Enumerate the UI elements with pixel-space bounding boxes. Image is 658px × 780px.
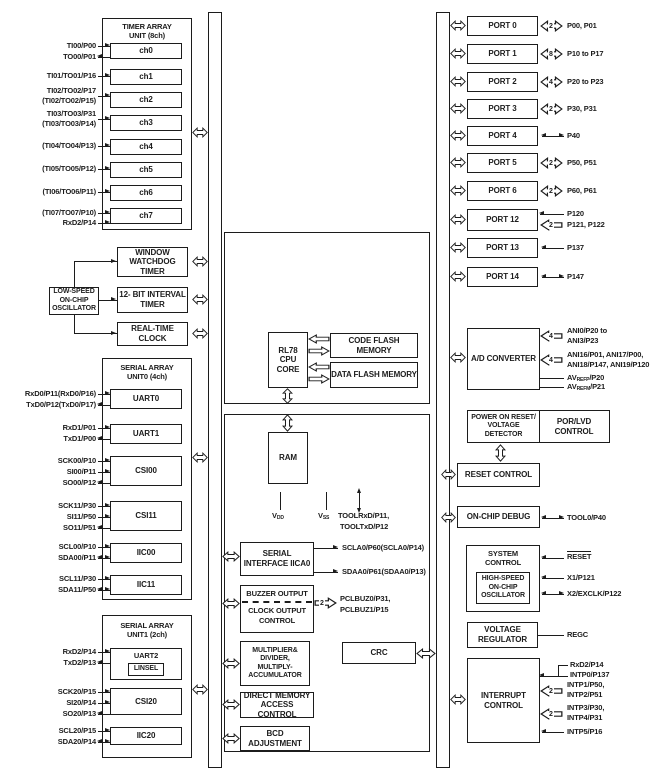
port3-box: PORT 3 [467,99,538,119]
cpu-core-box: RL78 CPU CORE [268,332,308,388]
arrowhead-icon [105,166,110,170]
sau1-title2: UNIT1 (2ch) [126,630,168,639]
bidirectional-arrow-icon [192,294,208,305]
bidirectional-arrow-icon [222,598,240,609]
uart0-box: UART0 [110,389,182,409]
bit-count: 2 [549,106,553,113]
por-lvd-control-box: POR/LVD CONTROL [539,410,610,443]
adc-box: A/D CONVERTER [467,328,540,390]
port5-box: PORT 5 [467,153,538,173]
x1-pin-label: X1/P121 [567,573,595,582]
intp3-label: INTP3/P30, [567,703,605,712]
arrowhead-icon [105,503,110,507]
bit-count: 2 [549,23,553,30]
wire [540,387,564,388]
pin-txd2: TxD2/P13 [63,658,96,667]
pin-ti02: TI02/TO02/P17 [46,86,96,95]
x2-pin-label: X2/EXCLK/P122 [567,589,622,598]
arrowhead-icon [105,544,110,548]
left-arrow-icon [308,334,330,344]
pin-to00: TO00/P01 [63,52,96,61]
pin-ti07: (TI07/TO07/P10) [42,208,96,217]
bidirectional-arrow-icon [192,452,208,463]
bit-count: 4 [549,357,553,364]
bidirectional-arrow-icon [450,185,466,196]
wire [74,261,75,288]
pin-sda11: SDA11/P50 [58,585,96,594]
bidirectional-arrow-icon [450,48,466,59]
port6-pins: P60, P61 [567,186,597,195]
arrowhead-icon [105,73,110,77]
csi00-box: CSI00 [110,456,182,486]
bidirectional-arrow-icon [192,127,208,138]
reset-pin-label: RESET [567,552,592,561]
arrowhead-icon [105,391,110,395]
vertical-arrow-icon [495,444,506,462]
avrefm-label: $AV_{REFM}/P21$ [567,382,605,392]
port12-pin2: P121, P122 [567,220,605,229]
bidirectional-arrow-icon [450,271,466,282]
dashed-divider [242,601,312,603]
wire [558,665,568,666]
port1-pins: P10 to P17 [567,49,604,58]
linsel-box: LINSEL [128,663,164,676]
pin-sck20: SCK20/P15 [57,687,96,696]
sau0-title: SERIAL ARRAY [120,363,174,372]
vertical-arrow-icon [282,388,293,404]
wire [538,635,564,636]
port2-pins: P20 to P23 [567,77,604,86]
arrowhead-icon [97,711,102,715]
pin-rxd0: RxD0/P11(RxD0/P16) [24,389,96,398]
pin-txd1: TxD1/P00 [63,434,96,443]
port2-box: PORT 2 [467,72,538,92]
system-control-label: SYSTEM [488,549,518,558]
port14-pins: P147 [567,272,584,281]
arrowhead-icon [541,575,546,579]
pin-rxd2-ch7: RxD2/P14 [62,218,96,227]
arrowhead-icon [111,297,116,301]
pin-sck00: SCK00/P10 [57,456,96,465]
iic11-box: IIC11 [110,575,182,595]
arrowhead-icon [105,425,110,429]
internal-bus-left [208,12,222,768]
arrowhead-icon [105,649,110,653]
arrowhead-icon [541,591,546,595]
arrowhead-icon [111,259,116,263]
bidirectional-arrow-icon [450,103,466,114]
bidirectional-arrow-icon [222,733,240,744]
bidirectional-arrow-icon [192,328,208,339]
system-control-label2: CONTROL [484,558,522,567]
intp2-label: INTP2/P51 [567,690,603,699]
ani18-label: ANI18/P147, ANI19/P120 [567,360,650,369]
bit-count: 2 [549,188,553,195]
bit-count: 2 [549,688,553,695]
iica0-box: SERIAL INTERFACE IICA0 [240,542,314,576]
port12-pin1: P120 [567,209,584,218]
intc-rxd2-label: RxD2/P14 [570,660,604,669]
timer-ch0-box: ch0 [110,43,182,59]
low-speed-oscillator-box: LOW-SPEED ON-CHIP OSCILLATOR [49,287,99,315]
reset-control-box: RESET CONTROL [457,463,540,487]
pin-scl00: SCL00/P10 [58,542,96,551]
wire [540,676,568,677]
timer-ch3-box: ch3 [110,115,182,131]
timer-ch6-box: ch6 [110,185,182,201]
internal-bus-right [436,12,450,768]
tooltxd-label: TOOLTxD/P12 [340,522,389,531]
ani16-label: ANI16/P01, ANI17/P00, [567,350,644,359]
bidirectional-arrow-icon [450,694,466,705]
intp0-label: INTP0/P137 [570,670,610,679]
arrowhead-icon [105,514,110,518]
crc-box: CRC [342,642,416,664]
arrowhead-icon [97,525,102,529]
arrowhead-icon [541,274,546,278]
wire [540,378,564,379]
port1-box: PORT 1 [467,44,538,64]
arrowhead-icon [541,729,546,733]
bidirectional-arrow-icon [450,76,466,87]
arrowhead-icon [97,739,102,743]
arrowhead-icon [105,555,110,559]
bidirectional-arrow-icon [450,214,466,225]
bidirectional-arrow-icon [192,256,208,267]
timer-title2: UNIT (8ch) [128,31,165,40]
interrupt-control-box: INTERRUPT CONTROL [467,658,540,743]
scla0-label: SCLA0/P60(SCLA0/P14) [342,543,425,552]
arrowhead-icon [541,245,546,249]
bit-count: 2 [549,222,553,229]
arrowhead-icon [105,93,110,97]
timer-ch5-box: ch5 [110,162,182,178]
ram-box: RAM [268,432,308,484]
vertical-arrow-icon [282,414,293,432]
arrowhead-icon [105,469,110,473]
arrowhead-icon [333,545,338,549]
port14-box: PORT 14 [467,267,538,287]
sau0-title2: UNIT0 (4ch) [126,372,168,381]
arrowhead-icon [105,458,110,462]
left-arrow-icon [308,362,330,372]
arrowhead-icon [539,673,544,677]
pin-sda20: SDA20/P14 [57,737,96,746]
pclbuz1-label: PCLBUZ1/P15 [340,605,389,614]
arrowhead-icon [559,591,564,595]
bidirectional-arrow-icon [222,551,240,562]
timer-ch4-box: ch4 [110,139,182,155]
toolrxd-label: TOOLRxD/P11, [338,511,389,520]
interval-timer-box: 12- BIT INTERVAL TIMER [117,287,188,313]
pin-si11: SI11/P50 [66,512,96,521]
wire [74,314,75,334]
high-speed-oscillator-box: HIGH-SPEED ON-CHIP OSCILLATOR [476,572,530,604]
pin-sck11: SCK11/P30 [58,501,96,510]
data-flash-box: DATA FLASH MEMORY [330,362,418,388]
vss-label: $V_{SS}$ [318,511,330,521]
right-arrow-icon [308,374,330,384]
multiplier-box: MULTIPLIER& DIVIDER, MULTIPLY- ACCUMULATOR [240,641,310,686]
timer-ch2-box: ch2 [110,92,182,108]
arrowhead-icon [97,480,102,484]
bit-count: 8 [549,51,553,58]
iic00-box: IIC00 [110,543,182,563]
uart2-label: UART2 [133,651,159,660]
bidirectional-arrow-icon [450,242,466,253]
ani0-label: ANI0/P20 to [567,326,608,335]
arrowhead-icon [97,660,102,664]
clock-output-label: CLOCK OUTPUT [248,606,306,615]
arrowhead-icon [105,587,110,591]
port3-pins: P30, P31 [567,104,597,113]
por-detector-box: POWER ON RESET/ VOLTAGE DETECTOR [467,410,540,443]
bidirectional-arrow-icon [416,648,436,659]
csi11-box: CSI11 [110,501,182,531]
pin-scl11: SCL11/P30 [58,574,96,583]
timer-ch7-box: ch7 [110,208,182,224]
buzzer-label: BUZZER OUTPUT [246,589,308,598]
dma-box: DIRECT MEMORY ACCESS CONTROL [240,692,314,718]
pin-ti02-alt: (TI02/TO02/P15) [42,96,96,105]
arrowhead-icon [541,133,546,137]
port4-box: PORT 4 [467,126,538,146]
pin-rxd2: RxD2/P14 [62,647,96,656]
bit-count: 4 [549,333,553,340]
bit-count: 2 [549,711,553,718]
arrowhead-icon [105,220,110,224]
port0-pins: P00, P01 [567,21,597,30]
pclbuz0-label: PCLBUZ0/P31, [340,594,391,603]
csi20-box: CSI20 [110,688,182,715]
real-time-clock-box: REAL-TIME CLOCK [117,322,188,346]
bidirectional-arrow-icon [441,469,456,480]
pin-txd0: TxD0/P12(TxD0/P17) [26,400,96,409]
ani3-label: ANI3/P23 [567,336,599,345]
arrowhead-icon [559,133,564,137]
pin-ti06: (TI06/TO06/P11) [42,187,96,196]
bidirectional-arrow-icon [222,699,240,710]
port5-pins: P50, P51 [567,158,597,167]
arrowhead-icon [105,116,110,120]
bidirectional-arrow-icon [450,20,466,31]
pin-ti03-alt: (TI03/TO03/P14) [42,119,96,128]
pin-ti03: TI03/TO03/P31 [46,109,96,118]
intp1-label: INTP1/P50, [567,680,605,689]
arrowhead-icon [105,43,110,47]
regc-label: REGC [567,630,589,639]
port13-pins: P137 [567,243,584,252]
bit-count: 2 [320,600,324,607]
wire [558,665,559,676]
pin-scl20: SCL20/P15 [58,726,96,735]
voltage-regulator-box: VOLTAGE REGULATOR [467,622,538,648]
intp4-label: INTP4/P31 [567,713,603,722]
right-arrow-icon [308,346,330,356]
arrowhead-icon [105,739,110,743]
arrowhead-icon [105,689,110,693]
bit-count: 4 [549,79,553,86]
arrowhead-icon [97,587,102,591]
pin-ti05: (TI05/TO05/P12) [42,164,96,173]
clock-control-label: CONTROL [258,616,296,625]
bidirectional-arrow-icon [450,157,466,168]
vdd-label: $V_{DD}$ [272,511,284,521]
timer-title: TIMER ARRAY [122,22,172,31]
on-chip-debug-box: ON-CHIP DEBUG [457,506,540,528]
pin-si20: SI20/P14 [66,698,96,707]
arrowhead-icon [541,555,546,559]
tool0-label: TOOL0/P40 [567,513,606,522]
port13-box: PORT 13 [467,238,538,258]
arrowhead-icon [97,54,102,58]
arrowhead-icon [105,189,110,193]
arrowhead-icon [105,728,110,732]
iic20-box: IIC20 [110,727,182,745]
port0-box: PORT 0 [467,16,538,36]
pin-so20: SO20/P13 [62,709,96,718]
arrowhead-icon [105,143,110,147]
arrowhead-icon [105,576,110,580]
vss-pin-line [326,492,327,510]
right-arrow-icon [314,597,337,609]
pin-ti00: TI00/P00 [66,41,96,50]
bidirectional-arrow-icon [192,684,208,695]
arrowhead-icon [105,210,110,214]
arrowhead-icon [541,515,546,519]
port12-box: PORT 12 [467,209,538,231]
bcd-box: BCD ADJUSTMENT [240,726,310,751]
timer-ch1-box: ch1 [110,69,182,85]
watchdog-timer-box: WINDOW WATCHDOG TIMER [117,247,188,277]
vdd-pin-line [280,492,281,510]
bidirectional-arrow-icon [441,512,456,523]
avrefp-label: $AV_{REFP}/P20$ [567,373,605,383]
bidirectional-arrow-icon [222,658,240,669]
arrowhead-icon [539,211,544,215]
arrowhead-icon [111,331,116,335]
intp5-label: INTP5/P16 [567,727,603,736]
port6-box: PORT 6 [467,181,538,201]
uart1-box: UART1 [110,424,182,444]
bidirectional-arrow-icon [450,130,466,141]
pin-so00: SO00/P12 [62,478,96,487]
pin-rxd1: RxD1/P01 [62,423,96,432]
bidirectional-arrow-icon [450,352,466,363]
arrowhead-icon [357,488,361,493]
arrowhead-icon [97,436,102,440]
arrowhead-icon [333,569,338,573]
pin-si00: SI00/P11 [66,467,96,476]
sdaa0-label: SDAA0/P61(SDAA0/P13) [342,567,426,576]
arrowhead-icon [97,555,102,559]
arrowhead-icon [559,274,564,278]
pin-ti04: (TI04/TO04/P13) [42,141,96,150]
port4-pins: P40 [567,131,580,140]
code-flash-box: CODE FLASH MEMORY [330,333,418,358]
arrowhead-icon [97,402,102,406]
arrowhead-icon [559,515,564,519]
pin-so11: SO11/P51 [63,523,96,532]
pin-ti01: TI01/TO01/P16 [46,71,96,80]
sau1-title: SERIAL ARRAY [120,621,174,630]
bit-count: 2 [549,160,553,167]
pin-sda00: SDA00/P11 [58,553,96,562]
arrowhead-icon [105,700,110,704]
